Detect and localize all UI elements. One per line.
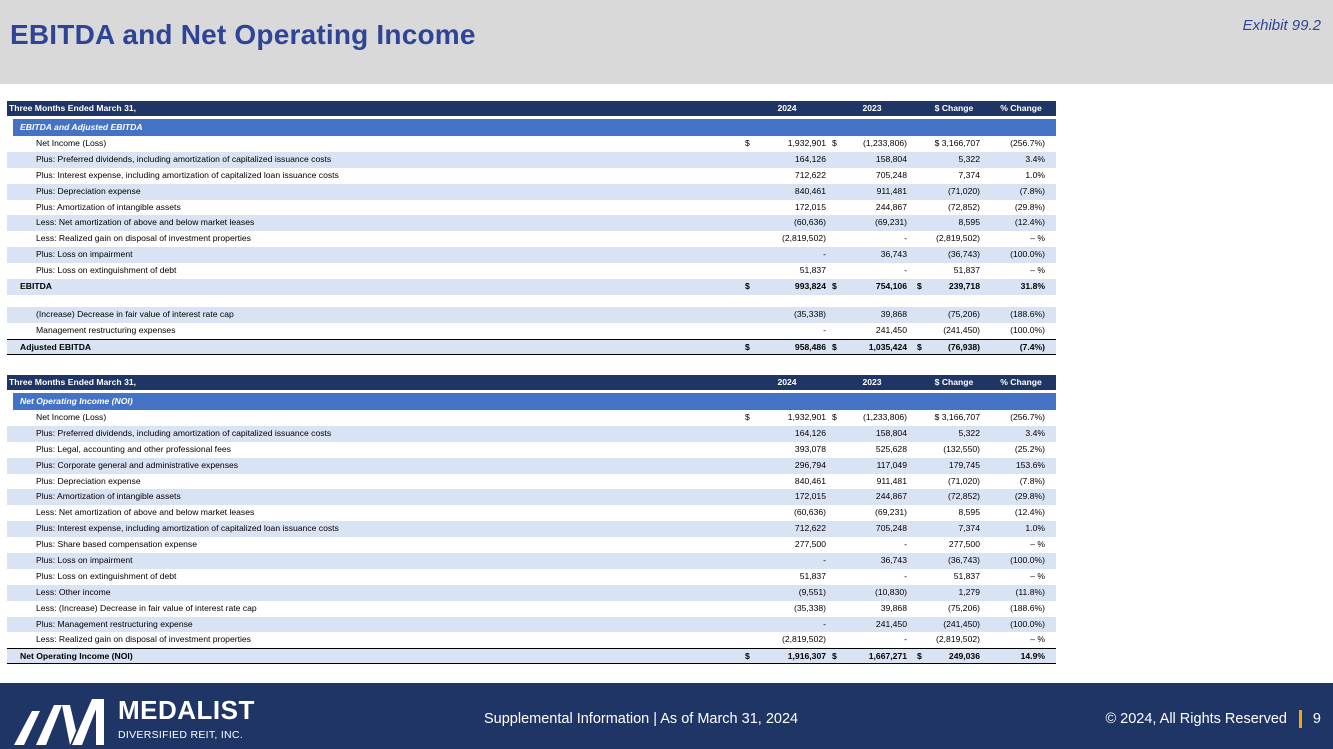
value-2023: (69,231) (874, 217, 907, 228)
value-2024: - (823, 555, 826, 566)
value-2024: - (823, 249, 826, 260)
table-row (7, 617, 1056, 633)
table-row (7, 247, 1056, 263)
value-2023: 39,868 (880, 602, 907, 613)
row-label: Plus: Management restructuring expense (36, 618, 193, 629)
currency-2024: $ (745, 341, 750, 352)
table-row (7, 307, 1056, 323)
row-label: Less: Net amortization of above and below market leases (36, 217, 255, 228)
dollar-change-value: 5,322 (958, 153, 980, 164)
copyright-text: © 2024, All Rights Reserved (1105, 711, 1287, 727)
table-row (7, 152, 1056, 168)
row-label: Plus: Loss on impairment (36, 249, 133, 260)
table-row (7, 184, 1056, 200)
row-label: Less: Realized gain on disposal of investment properties (36, 233, 251, 244)
row-label: Plus: Depreciation expense (36, 475, 141, 486)
table-row (7, 323, 1056, 339)
row-label: Plus: Loss on impairment (36, 555, 133, 566)
noi-total-row (7, 648, 1056, 664)
dollar-change-value: 51,837 (953, 265, 980, 276)
dollar-change-value: (71,020) (947, 475, 980, 486)
currency-2024: $ (745, 651, 750, 662)
exhibit-label: Exhibit 99.2 (1242, 17, 1321, 34)
percent-change-value: (100.0%) (1010, 324, 1045, 335)
row-label: Less: Net amortization of above and below market leases (36, 507, 255, 518)
dollar-change-value: (241,450) (943, 324, 980, 335)
dollar-change-header: $ Change (934, 103, 974, 113)
value-2024: 840,461 (794, 475, 826, 486)
value-2023: 241,450 (875, 324, 907, 335)
percent-change-value: 3.4% (1025, 153, 1045, 164)
value-2023: 158,804 (875, 153, 907, 164)
percent-change-value: (29.8%) (1014, 201, 1045, 212)
table-row (7, 632, 1056, 648)
row-label: Less: Other income (36, 586, 111, 597)
dollar-change-header: $ Change (934, 377, 974, 387)
percent-change-value: – % (1030, 570, 1045, 581)
dollar-change-value: (36,743) (947, 249, 980, 260)
dollar-change-value: (132,550) (943, 443, 980, 454)
value-2024: 164,126 (794, 153, 826, 164)
value-2024: 993,824 (794, 281, 826, 292)
dollar-change-value: (72,852) (947, 201, 980, 212)
dollar-change-value: (36,743) (947, 555, 980, 566)
value-2024: 51,837 (799, 570, 826, 581)
percent-change-value: (256.7%) (1010, 412, 1045, 422)
percent-change-value: 1.0% (1025, 169, 1045, 180)
period-header: Three Months Ended March 31, (9, 377, 137, 387)
table-row (7, 537, 1056, 553)
dollar-change-value: (76,938) (947, 341, 980, 352)
dollar-change-value: 249,036 (948, 651, 980, 662)
value-2023: 244,867 (875, 201, 907, 212)
table-row (7, 601, 1056, 617)
value-2023: 36,743 (880, 555, 907, 566)
table-row (7, 410, 1056, 426)
value-2023: - (904, 634, 907, 645)
dollar-change-value: 8,595 (958, 507, 980, 518)
table-row (7, 426, 1056, 442)
dollar-change-value: 51,837 (953, 570, 980, 581)
currency-2023: $ (832, 412, 837, 422)
value-2024: 1,932,901 (787, 412, 826, 422)
table-row (7, 458, 1056, 474)
year-2024-header: 2024 (777, 377, 797, 387)
value-2024: 958,486 (794, 341, 826, 352)
table-row (7, 215, 1056, 231)
currency-2023: $ (832, 138, 837, 148)
currency-2023: $ (832, 651, 837, 662)
currency-change: $ (917, 651, 922, 662)
dollar-change-value: 1,279 (958, 586, 980, 597)
percent-change-value: (100.0%) (1010, 249, 1045, 260)
dollar-change-value: (71,020) (947, 185, 980, 196)
section-title: EBITDA and Adjusted EBITDA (20, 122, 143, 132)
value-2023: 911,481 (876, 475, 907, 486)
percent-change-value: (12.4%) (1014, 217, 1045, 228)
dollar-change-value: 277,500 (948, 539, 980, 550)
dollar-change-value: 7,374 (958, 523, 980, 534)
dollar-change-value: (241,450) (943, 618, 980, 629)
value-2024: (2,819,502) (782, 634, 826, 645)
row-label: Plus: Loss on extinguishment of debt (36, 570, 177, 581)
currency-2024: $ (745, 412, 750, 422)
table-row (7, 489, 1056, 505)
value-2024: (60,636) (793, 507, 826, 518)
value-2023: (10,830) (874, 586, 907, 597)
year-2024-header: 2024 (777, 103, 797, 113)
row-label: Plus: Amortization of intangible assets (36, 201, 181, 212)
percent-change-value: – % (1030, 539, 1045, 550)
dollar-change-value: 5,322 (958, 427, 980, 438)
percent-change-header: % Change (1000, 377, 1042, 387)
percent-change-value: 31.8% (1020, 281, 1045, 292)
row-label: Plus: Share based compensation expense (36, 539, 197, 550)
logo-subtitle: DIVERSIFIED REIT, INC. (118, 729, 244, 741)
percent-change-value: 153.6% (1015, 459, 1045, 470)
percent-change-value: (256.7%) (1010, 138, 1045, 148)
value-2024: 1,916,307 (787, 651, 826, 662)
row-label: Plus: Loss on extinguishment of debt (36, 265, 177, 276)
value-2023: 705,248 (875, 523, 907, 534)
dollar-change-value: 239,718 (948, 281, 980, 292)
row-label: Plus: Depreciation expense (36, 185, 141, 196)
dollar-change-value: (75,206) (947, 308, 980, 319)
row-label: Plus: Legal, accounting and other professional fees (36, 443, 231, 454)
noi-table (7, 375, 1056, 664)
percent-change-value: – % (1030, 233, 1045, 244)
currency-change: $ (917, 341, 922, 352)
spacer-row (7, 295, 1056, 307)
value-2024: 296,794 (794, 459, 826, 470)
dollar-change-value: $ 3,166,707 (934, 138, 980, 148)
row-label: (Increase) Decrease in fair value of interest rate cap (36, 308, 234, 319)
value-2024: (35,338) (793, 308, 826, 319)
row-label: Plus: Interest expense, including amortization of capitalized loan issuance costs (36, 169, 339, 180)
percent-change-value: (100.0%) (1010, 618, 1045, 629)
adjusted-ebitda-total-row (7, 339, 1056, 355)
row-label: Net Operating Income (NOI) (20, 651, 133, 662)
currency-2023: $ (832, 281, 837, 292)
value-2023: - (904, 570, 907, 581)
section-title: Net Operating Income (NOI) (20, 396, 133, 406)
value-2024: 712,622 (794, 169, 826, 180)
dollar-change-value: (72,852) (947, 491, 980, 502)
table-row (7, 585, 1056, 601)
value-2024: 172,015 (794, 491, 826, 502)
row-label: Plus: Amortization of intangible assets (36, 491, 181, 502)
value-2023: - (904, 233, 907, 244)
percent-change-header: % Change (1000, 103, 1042, 113)
dollar-change-value: $ 3,166,707 (934, 412, 980, 422)
value-2024: (9,551) (798, 586, 826, 597)
year-2023-header: 2023 (862, 377, 882, 387)
table-row (7, 521, 1056, 537)
value-2023: 158,804 (875, 427, 907, 438)
footer-divider (1299, 710, 1302, 728)
dollar-change-value: 8,595 (958, 217, 980, 228)
dollar-change-value: 179,745 (948, 459, 980, 470)
row-label: Management restructuring expenses (36, 324, 176, 335)
value-2023: 39,868 (880, 308, 907, 319)
value-2023: 705,248 (875, 169, 907, 180)
value-2023: 754,106 (875, 281, 907, 292)
percent-change-value: (7.8%) (1019, 475, 1045, 486)
ebitda-table (7, 101, 1056, 355)
value-2023: 911,481 (876, 185, 907, 196)
value-2024: 393,078 (794, 443, 826, 454)
value-2023: - (904, 539, 907, 550)
table-row (7, 136, 1056, 152)
year-2023-header: 2023 (862, 103, 882, 113)
percent-change-value: (12.4%) (1014, 507, 1045, 518)
ebitda-total-row (7, 279, 1056, 295)
footer-center-text: Supplemental Information | As of March 31, 2024 (484, 711, 799, 727)
percent-change-value: (29.8%) (1014, 491, 1045, 502)
value-2023: 36,743 (880, 249, 907, 260)
footer (0, 683, 1333, 749)
percent-change-value: 14.9% (1020, 651, 1045, 662)
row-label: Plus: Preferred dividends, including amortization of capitalized issuance costs (36, 153, 332, 164)
page-title: EBITDA and Net Operating Income (10, 19, 476, 50)
value-2023: 117,049 (876, 459, 907, 470)
page-number: 9 (1312, 711, 1321, 727)
table-row (7, 553, 1056, 569)
slide-header (0, 0, 1333, 84)
value-2024: 51,837 (799, 265, 826, 276)
value-2023: (1,233,806) (863, 412, 907, 422)
percent-change-value: 3.4% (1025, 427, 1045, 438)
period-header: Three Months Ended March 31, (9, 103, 137, 113)
percent-change-value: (7.8%) (1019, 185, 1045, 196)
value-2024: - (823, 618, 826, 629)
value-2024: 712,622 (794, 523, 826, 534)
value-2024: (2,819,502) (782, 233, 826, 244)
table-row (7, 505, 1056, 521)
table-row (7, 168, 1056, 184)
value-2024: (35,338) (793, 602, 826, 613)
row-label: EBITDA (20, 281, 52, 292)
percent-change-value: (11.8%) (1015, 586, 1045, 597)
row-label: Net Income (Loss) (36, 138, 107, 148)
row-label: Plus: Corporate general and administrative expenses (36, 459, 239, 470)
currency-change: $ (917, 281, 922, 292)
currency-2024: $ (745, 281, 750, 292)
column-header-row (7, 375, 1056, 390)
table-row (7, 442, 1056, 458)
row-label: Less: Realized gain on disposal of investment properties (36, 634, 251, 645)
percent-change-value: (100.0%) (1010, 555, 1045, 566)
percent-change-value: (25.2%) (1014, 443, 1045, 454)
section-title-bar (13, 119, 1056, 136)
value-2023: 525,628 (875, 443, 907, 454)
value-2024: - (823, 324, 826, 335)
value-2024: 164,126 (794, 427, 826, 438)
row-label: Plus: Interest expense, including amortization of capitalized loan issuance costs (36, 523, 339, 534)
value-2024: 277,500 (794, 539, 826, 550)
percent-change-value: – % (1030, 265, 1045, 276)
percent-change-value: (7.4%) (1019, 341, 1045, 352)
value-2023: (69,231) (874, 507, 907, 518)
table-row (7, 231, 1056, 247)
table-row (7, 569, 1056, 585)
value-2024: 172,015 (794, 201, 826, 212)
row-label: Plus: Preferred dividends, including amortization of capitalized issuance costs (36, 427, 332, 438)
value-2024: 840,461 (794, 185, 826, 196)
value-2023: 241,450 (875, 618, 907, 629)
value-2023: - (904, 265, 907, 276)
section-title-bar (13, 393, 1056, 410)
currency-2024: $ (745, 138, 750, 148)
row-label: Less: (Increase) Decrease in fair value of interest rate cap (36, 602, 257, 613)
dollar-change-value: 7,374 (958, 169, 980, 180)
percent-change-value: 1.0% (1025, 523, 1045, 534)
value-2023: (1,233,806) (863, 138, 907, 148)
value-2023: 1,035,424 (868, 341, 907, 352)
dollar-change-value: (2,819,502) (936, 634, 980, 645)
row-label: Net Income (Loss) (36, 412, 107, 422)
percent-change-value: (188.6%) (1010, 602, 1045, 613)
dollar-change-value: (2,819,502) (936, 233, 980, 244)
table-row (7, 474, 1056, 490)
value-2024: 1,932,901 (787, 138, 826, 148)
percent-change-value: (188.6%) (1010, 308, 1045, 319)
column-header-row (7, 101, 1056, 116)
medalist-logo-icon (14, 691, 104, 745)
percent-change-value: – % (1030, 634, 1045, 645)
value-2024: (60,636) (793, 217, 826, 228)
row-label: Adjusted EBITDA (20, 341, 92, 352)
dollar-change-value: (75,206) (947, 602, 980, 613)
table-row (7, 200, 1056, 216)
value-2023: 1,667,271 (868, 651, 907, 662)
currency-2023: $ (832, 341, 837, 352)
table-row (7, 263, 1056, 279)
logo-name: MEDALIST (118, 695, 255, 725)
value-2023: 244,867 (875, 491, 907, 502)
